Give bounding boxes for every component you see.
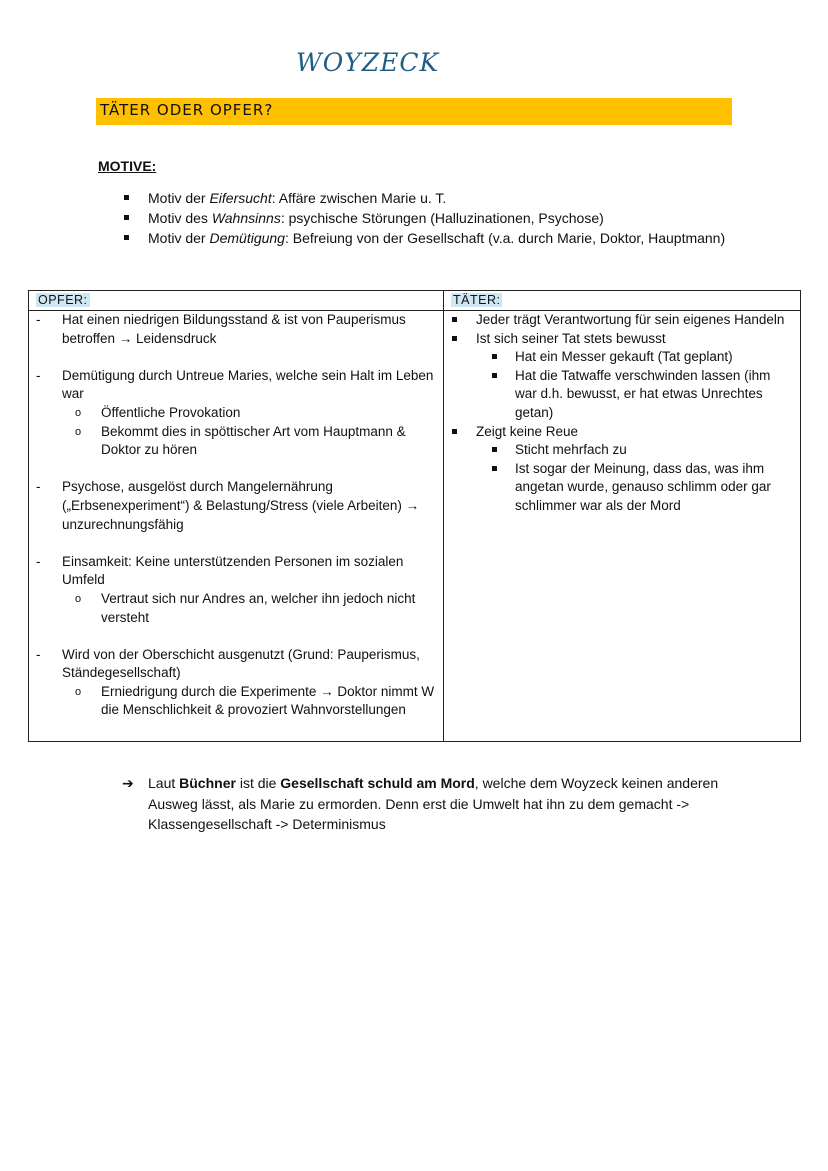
document-title: WOYZECK: [296, 48, 440, 77]
subtitle-text: TÄTER ODER OPFER?: [100, 101, 274, 119]
opfer-item: - Hat einen niedrigen Bildungsstand & ist von Pauperismus betroffen → Leidensdruck: [36, 312, 406, 346]
taeter-item: Jeder trägt Verantwortung für sein eigenes Handeln: [444, 311, 800, 330]
motive-item: Motiv der Demütigung: Befreiung von der Gesellschaft (v.a. durch Marie, Doktor, Hauptmann): [120, 228, 725, 248]
opfer-subitem: o Erniedrigung durch die Experimente → Doktor nimmt W die Menschlichkeit & provoziert Wahnvorstellungen: [75, 683, 435, 718]
conclusion: [122, 773, 722, 835]
motive-item: Motiv der Eifersucht: Affäre zwischen Marie u. T.: [120, 188, 725, 208]
subtitle-banner: [96, 98, 732, 125]
taeter-subitem: Hat die Tatwaffe verschwinden lassen (ihm war d.h. bewusst, er hat etwas Unrechtes getan): [444, 367, 800, 423]
opfer-subitem: o Vertraut sich nur Andres an, welcher ihn jedoch nicht versteht: [75, 590, 416, 625]
opfer-column: [29, 311, 444, 742]
opfer-item: - Einsamkeit: Keine unterstützenden Personen im sozialen Umfeld: [36, 553, 404, 588]
motive-heading: MOTIVE:: [98, 158, 157, 174]
motive-list: [120, 188, 725, 248]
opfer-subitem: o Öffentliche Provokation: [75, 404, 241, 420]
taeter-subitem: Ist sogar der Meinung, dass das, was ihm angetan wurde, genauso schlimm oder gar schlimmer war als der Mord: [444, 460, 800, 516]
taeter-item: Ist sich seiner Tat stets bewusst: [444, 330, 800, 349]
opfer-item: - Psychose, ausgelöst durch Mangelernährung („Erbsenexperiment“) & Belastung/Stress (viele Arbeiten) → unzurechnungsfähig: [36, 479, 420, 532]
opfer-item: - Demütigung durch Untreue Maries, welche sein Halt im Leben war: [36, 367, 434, 402]
taeter-subitem: Hat ein Messer gekauft (Tat geplant): [444, 348, 800, 367]
arrow-icon: ➔: [122, 775, 134, 791]
taeter-item: Zeigt keine Reue: [444, 423, 800, 442]
motive-item: Motiv des Wahnsinns: psychische Störungen (Halluzinationen, Psychose): [120, 208, 725, 228]
opfer-subitem: o Bekommt dies in spöttischer Art vom Hauptmann & Doktor zu hören: [75, 423, 406, 458]
taeter-column: [444, 311, 801, 742]
opfer-item: - Wird von der Oberschicht ausgenutzt (Grund: Pauperismus, Ständegesellschaft): [36, 646, 420, 681]
comparison-table: [28, 290, 801, 742]
taeter-subitem: Sticht mehrfach zu: [444, 441, 800, 460]
conclusion-text: Laut Büchner ist die Gesellschaft schuld am Mord, welche dem Woyzeck keinen anderen Ausweg lässt, als Marie zu ermorden. Denn erst die Umwelt hat ihn zu dem gemacht -> Klassengesellschaft -> Determinismus: [148, 775, 719, 832]
taeter-header: TÄTER:: [444, 291, 801, 311]
opfer-header: OPFER:: [29, 291, 444, 311]
